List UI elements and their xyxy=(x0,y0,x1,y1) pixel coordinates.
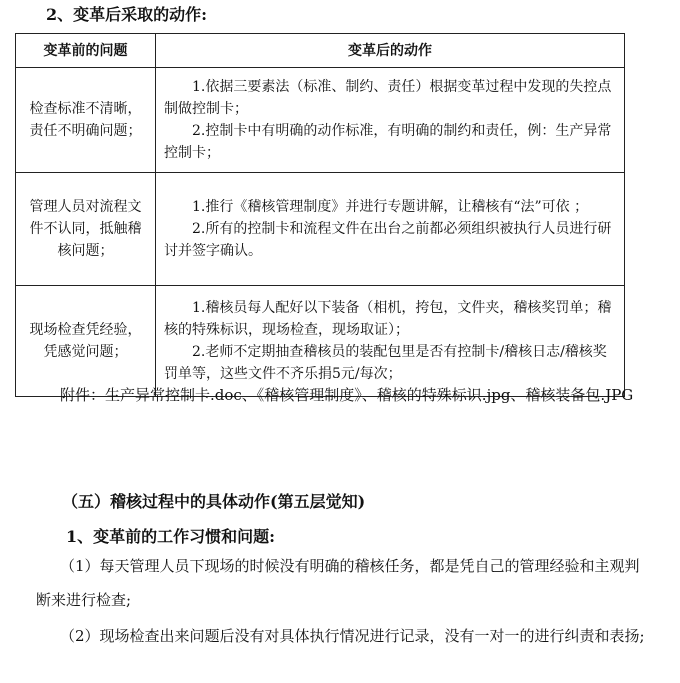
table-row xyxy=(16,173,625,286)
action-item: 2.老师不定期抽查稽核员的装配包里是否有控制卡/稽核日志/稽核奖罚单等，这些文件不齐乐捐5元/每次； xyxy=(164,344,607,382)
table-header-row xyxy=(16,34,625,68)
column-header-action: 变革后的动作 xyxy=(156,34,625,68)
change-actions-table xyxy=(15,33,625,397)
action-item: 2.控制卡中有明确的动作标准，有明确的制约和责任，例：生产异常控制卡； xyxy=(164,123,612,161)
action-item: 1.稽核员每人配好以下装备（相机，挎包，文件夹，稽核奖罚单；稽核的特殊标识，现场检查，现场取证）； xyxy=(164,300,612,338)
action-cell xyxy=(156,68,625,173)
body-paragraph: （1）每天管理人员下现场的时候没有明确的稽核任务，都是凭自己的管理经验和主观判断来进行检查; xyxy=(36,557,640,609)
subheading: 1、变革前的工作习惯和问题: xyxy=(66,527,276,546)
action-item: 2.所有的控制卡和流程文件在出台之前都必须组织被执行人员进行研讨并签字确认。 xyxy=(164,221,612,259)
column-header-problem: 变革前的问题 xyxy=(16,34,156,68)
action-item: 1.依据三要素法（标准、制约、责任）根据变革过程中发现的失控点制做控制卡； xyxy=(164,79,612,117)
table-row xyxy=(16,68,625,173)
section-heading: 2、变革后采取的动作: xyxy=(46,5,208,24)
subsection-heading: （五）稽核过程中的具体动作(第五层觉知) xyxy=(62,492,366,511)
attachment-note: 附件：生产异常控制卡.doc、《稽核管理制度》、稽核的特殊标识.jpg、稽核装备包.JPG xyxy=(60,386,634,404)
body-paragraph: （2）现场检查出来问题后没有对具体执行情况进行记录，没有一对一的进行纠责和表扬; xyxy=(60,627,645,645)
problem-cell: 检查标准不清晰，责任不明确问题； xyxy=(16,68,156,173)
problem-cell: 管理人员对流程文件不认同，抵触稽核问题； xyxy=(16,173,156,286)
action-cell xyxy=(156,173,625,286)
problem-cell: 现场检查凭经验，凭感觉问题； xyxy=(16,286,156,397)
action-item: 1.推行《稽核管理制度》并进行专题讲解，让稽核有“法”可依 ； xyxy=(192,199,589,215)
